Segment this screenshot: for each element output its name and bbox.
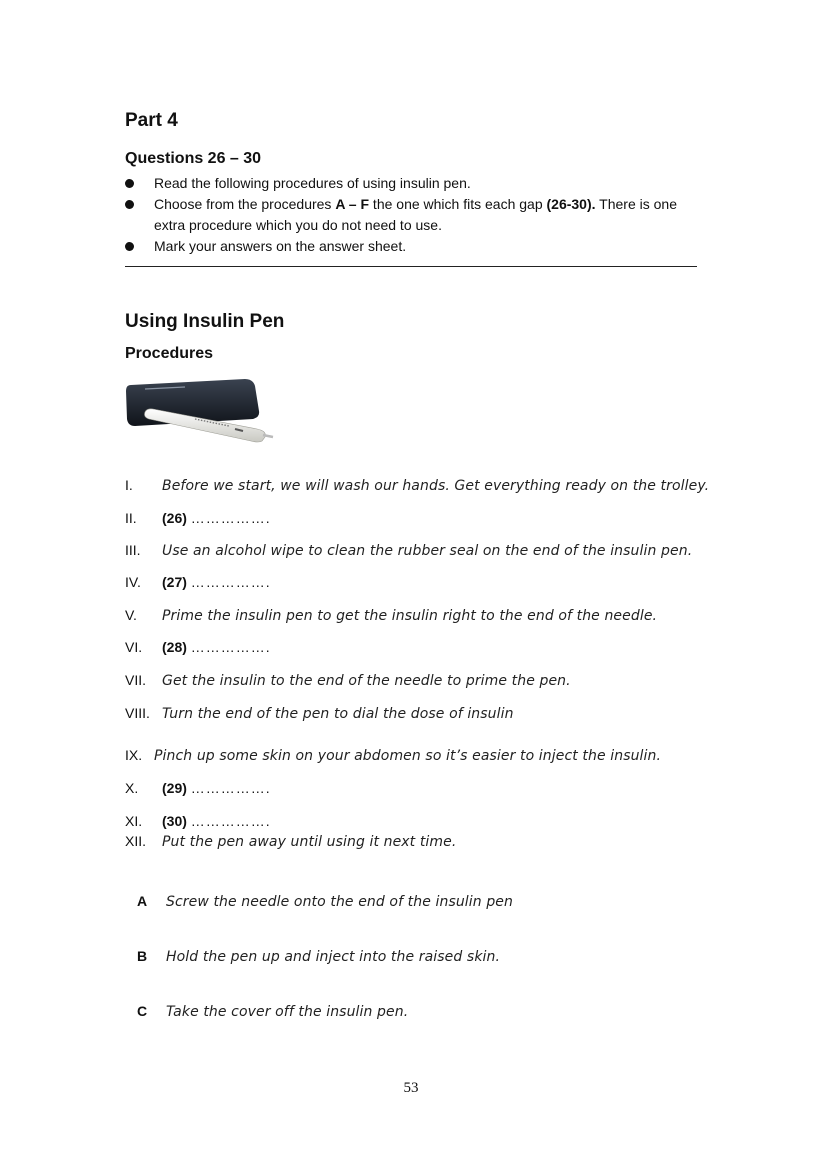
procedure-gap-27: IV. (27) ……………. <box>125 574 271 590</box>
procedure-gap-26: II. (26) ……………. <box>125 510 271 526</box>
procedure-step: VIII. Turn the end of the pen to dial the dose of insulin <box>125 705 514 722</box>
divider <box>125 266 697 267</box>
procedure-step: V. Prime the insulin pen to get the insulin right to the end of the needle. <box>125 607 658 624</box>
section-subtitle: Procedures <box>125 345 214 362</box>
insulin-pen-image <box>125 377 275 443</box>
procedure-step: I. Before we start, we will wash our hands. Get everything ready on the trolley. <box>125 477 710 494</box>
procedure-step: VII. Get the insulin to the end of the needle to prime the pen. <box>125 672 571 689</box>
procedure-step: III. Use an alcohol wipe to clean the rubber seal on the end of the insulin pen. <box>125 542 693 559</box>
part-title: Part 4 <box>125 110 178 131</box>
procedure-gap-29: X. (29) ……………. <box>125 780 271 796</box>
instructions-list <box>125 173 705 257</box>
instruction-item: Mark your answers on the answer sheet. <box>125 236 705 257</box>
option-c: C Take the cover off the insulin pen. <box>137 1003 409 1020</box>
questions-title: Questions 26 – 30 <box>125 150 262 167</box>
procedure-step: IX. Pinch up some skin on your abdomen so it’s easier to inject the insulin. <box>125 747 662 764</box>
option-a: A Screw the needle onto the end of the insulin pen <box>137 893 513 910</box>
procedure-step: XII. Put the pen away until using it next time. <box>125 833 457 850</box>
page-number: 53 <box>403 1080 419 1096</box>
section-title: Using Insulin Pen <box>125 311 285 332</box>
instruction-item: Read the following procedures of using insulin pen. <box>125 173 705 194</box>
procedure-gap-30: XI. (30) ……………. <box>125 813 271 829</box>
option-b: B Hold the pen up and inject into the raised skin. <box>137 948 501 965</box>
procedure-gap-28: VI. (28) ……………. <box>125 639 271 655</box>
instruction-item: Choose from the procedures A – F the one which fits each gap (26-30). There is one extra procedure which you do not need to use. <box>125 194 705 236</box>
